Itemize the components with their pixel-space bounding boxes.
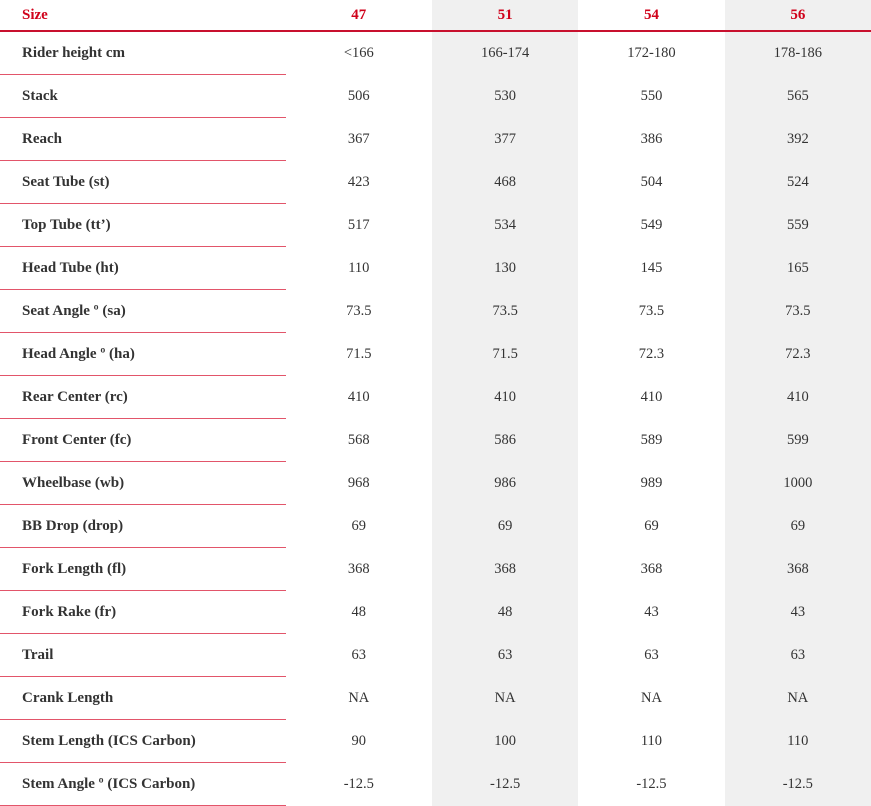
cell-value: NA bbox=[348, 689, 370, 706]
cell-value: 90 bbox=[351, 732, 367, 749]
cell-value: 506 bbox=[347, 87, 370, 104]
table-header bbox=[0, 0, 871, 31]
cell-value: 145 bbox=[640, 259, 663, 276]
row-label: Reach bbox=[0, 118, 286, 161]
cell-value: 69 bbox=[644, 517, 659, 534]
table-row bbox=[0, 763, 871, 806]
row-label: Stem Length (ICS Carbon) bbox=[0, 720, 286, 763]
cell-value: 72.3 bbox=[638, 345, 665, 362]
cell-value: <166 bbox=[343, 44, 374, 61]
cell-value: 165 bbox=[725, 247, 871, 290]
cell-value: 166-174 bbox=[432, 31, 578, 75]
cell-value: 69 bbox=[725, 505, 871, 548]
row-label: Seat Angle º (sa) bbox=[0, 290, 286, 333]
row-label: Rider height cm bbox=[0, 31, 286, 75]
cell-value: 63 bbox=[725, 634, 871, 677]
table-row bbox=[0, 462, 871, 505]
cell-value: 568 bbox=[347, 431, 370, 448]
cell-value: 69 bbox=[432, 505, 578, 548]
cell-value: 550 bbox=[640, 87, 663, 104]
cell-value: 986 bbox=[432, 462, 578, 505]
cell-value: 368 bbox=[640, 560, 663, 577]
cell-value: 110 bbox=[348, 259, 370, 276]
cell-value: 63 bbox=[644, 646, 659, 663]
table-row bbox=[0, 591, 871, 634]
cell-value: 368 bbox=[725, 548, 871, 591]
cell-value: 468 bbox=[432, 161, 578, 204]
cell-value: 110 bbox=[725, 720, 871, 763]
row-label: Head Tube (ht) bbox=[0, 247, 286, 290]
cell-value: 63 bbox=[351, 646, 367, 663]
cell-value: 504 bbox=[640, 173, 663, 190]
row-label: Stem Angle º (ICS Carbon) bbox=[0, 763, 286, 806]
cell-value: -12.5 bbox=[343, 775, 374, 792]
cell-value: 377 bbox=[432, 118, 578, 161]
table-row bbox=[0, 290, 871, 333]
cell-value: 368 bbox=[432, 548, 578, 591]
cell-value: 72.3 bbox=[725, 333, 871, 376]
cell-value: 559 bbox=[725, 204, 871, 247]
cell-value: 48 bbox=[432, 591, 578, 634]
table-row bbox=[0, 333, 871, 376]
table-body bbox=[0, 31, 871, 806]
table-row bbox=[0, 247, 871, 290]
cell-value: 73.5 bbox=[432, 290, 578, 333]
cell-value: 530 bbox=[432, 75, 578, 118]
cell-value: 172-180 bbox=[627, 44, 676, 61]
cell-value: 69 bbox=[351, 517, 367, 534]
cell-value: 524 bbox=[725, 161, 871, 204]
cell-value: 549 bbox=[640, 216, 663, 233]
table-row bbox=[0, 419, 871, 462]
cell-value: 386 bbox=[640, 130, 663, 147]
cell-value: 130 bbox=[432, 247, 578, 290]
row-label: Crank Length bbox=[0, 677, 286, 720]
table-row bbox=[0, 376, 871, 419]
cell-value: 43 bbox=[725, 591, 871, 634]
cell-value: NA bbox=[640, 689, 662, 706]
cell-value: 589 bbox=[640, 431, 663, 448]
row-label: Fork Length (fl) bbox=[0, 548, 286, 591]
table-row bbox=[0, 75, 871, 118]
cell-value: NA bbox=[432, 677, 578, 720]
cell-value: -12.5 bbox=[636, 775, 667, 792]
row-label: Trail bbox=[0, 634, 286, 677]
cell-value: 392 bbox=[725, 118, 871, 161]
table-row bbox=[0, 548, 871, 591]
cell-value: 1000 bbox=[725, 462, 871, 505]
row-label: Top Tube (tt’) bbox=[0, 204, 286, 247]
table-row bbox=[0, 118, 871, 161]
cell-value: 100 bbox=[432, 720, 578, 763]
cell-value: 71.5 bbox=[432, 333, 578, 376]
table-row bbox=[0, 161, 871, 204]
table-row bbox=[0, 634, 871, 677]
row-label: Head Angle º (ha) bbox=[0, 333, 286, 376]
table-row bbox=[0, 204, 871, 247]
cell-value: 48 bbox=[351, 603, 367, 620]
row-label: Seat Tube (st) bbox=[0, 161, 286, 204]
cell-value: 178-186 bbox=[725, 31, 871, 75]
table-row bbox=[0, 677, 871, 720]
cell-value: 73.5 bbox=[725, 290, 871, 333]
cell-value: -12.5 bbox=[725, 763, 871, 806]
cell-value: 43 bbox=[644, 603, 659, 620]
cell-value: 410 bbox=[432, 376, 578, 419]
cell-value: 367 bbox=[347, 130, 370, 147]
cell-value: 586 bbox=[432, 419, 578, 462]
cell-value: 110 bbox=[640, 732, 663, 749]
header-cell-size-56: 56 bbox=[725, 0, 871, 31]
cell-value: 410 bbox=[725, 376, 871, 419]
table-row bbox=[0, 31, 871, 75]
cell-value: 368 bbox=[347, 560, 370, 577]
cell-value: 534 bbox=[432, 204, 578, 247]
cell-value: 71.5 bbox=[346, 345, 372, 362]
cell-value: 73.5 bbox=[638, 302, 665, 319]
row-label: Stack bbox=[0, 75, 286, 118]
cell-value: 517 bbox=[347, 216, 370, 233]
cell-value: 565 bbox=[725, 75, 871, 118]
table-row bbox=[0, 505, 871, 548]
cell-value: 968 bbox=[347, 474, 370, 491]
header-cell-size-51: 51 bbox=[432, 0, 578, 31]
row-label: Wheelbase (wb) bbox=[0, 462, 286, 505]
cell-value: 423 bbox=[347, 173, 370, 190]
header-cell-size-54: 54 bbox=[578, 0, 724, 31]
cell-value: 599 bbox=[725, 419, 871, 462]
cell-value: -12.5 bbox=[432, 763, 578, 806]
cell-value: 410 bbox=[347, 388, 370, 405]
row-label: BB Drop (drop) bbox=[0, 505, 286, 548]
table-row bbox=[0, 720, 871, 763]
cell-value: 410 bbox=[640, 388, 663, 405]
cell-value: 73.5 bbox=[346, 302, 372, 319]
header-row bbox=[0, 0, 871, 31]
header-cell-size-47: 47 bbox=[286, 0, 432, 31]
header-cell-size: Size bbox=[0, 0, 286, 31]
row-label: Front Center (fc) bbox=[0, 419, 286, 462]
cell-value: 63 bbox=[432, 634, 578, 677]
row-label: Rear Center (rc) bbox=[0, 376, 286, 419]
row-label: Fork Rake (fr) bbox=[0, 591, 286, 634]
cell-value: 989 bbox=[640, 474, 663, 491]
cell-value: NA bbox=[725, 677, 871, 720]
